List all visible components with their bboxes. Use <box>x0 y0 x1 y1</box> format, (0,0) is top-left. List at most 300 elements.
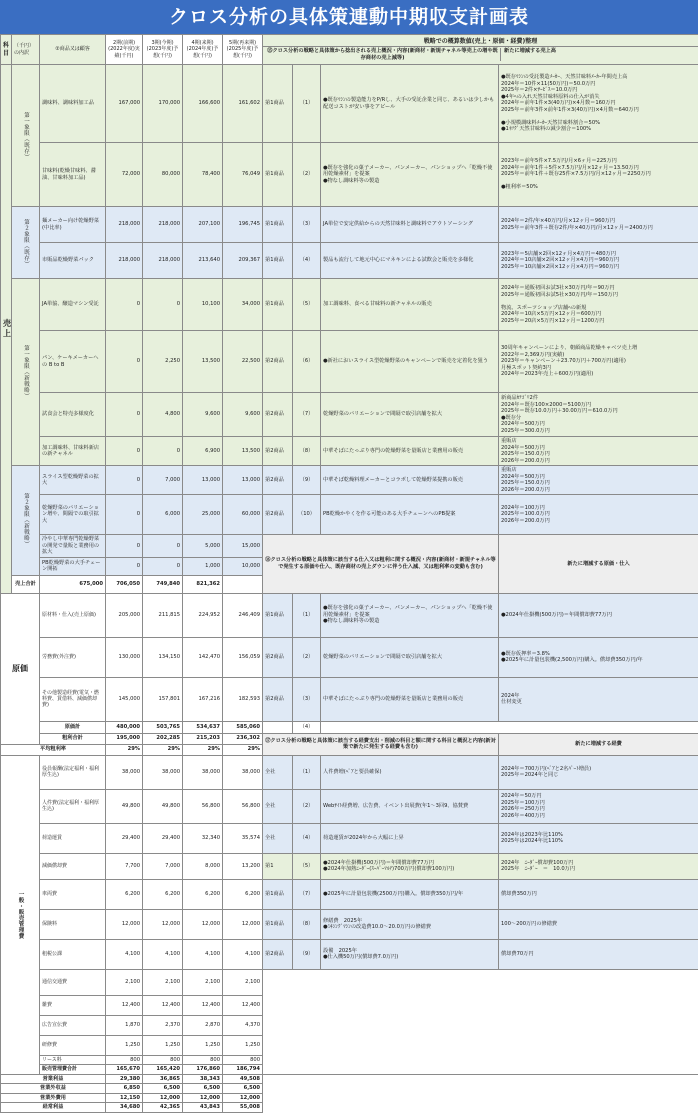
expense-item-name: 車両費 <box>40 879 106 909</box>
cost-total-value: 585,060 <box>223 721 263 733</box>
table-row <box>1 969 698 995</box>
sales-strategy-desc: JA単位で安定供給からの天然甘味料と調味料でアウトソーシング <box>321 207 499 243</box>
cost-product-label: 第1商品 <box>263 593 293 637</box>
sales-value: 0 <box>106 495 143 535</box>
sales-product-label: 第2商品 <box>263 393 293 437</box>
expense-product-label: 第1商品 <box>263 909 293 939</box>
sales-total-value: 749,840 <box>143 575 183 593</box>
sales-strategy-desc: 中華そばにたっぷり専門の乾燥野菜を量販店と業務用の販売 <box>321 437 499 466</box>
table-row <box>1 1074 698 1084</box>
exp-new-header: 新たに増減する経費 <box>499 733 698 755</box>
table-row <box>1 733 698 744</box>
gross-value: 215,203 <box>183 733 223 744</box>
table-row <box>1 65 698 143</box>
sales-product-label: 第2商品 <box>263 331 293 393</box>
sales-value: 166,600 <box>183 65 223 143</box>
sales-value: 7,000 <box>143 466 183 495</box>
sales-item-no: （4） <box>293 243 321 279</box>
expense-value: 2,100 <box>223 969 263 995</box>
table-row <box>1 939 698 969</box>
table-row <box>1 823 698 853</box>
sales-product-label: 第1商品 <box>263 143 293 207</box>
col-y2-header: 3期(今期)(2023年度)予想(千円) <box>143 35 183 65</box>
sales-value: 0 <box>106 466 143 495</box>
sales-value: 10,100 <box>183 279 223 331</box>
table-row <box>1 721 698 733</box>
cost-strategy-desc: ●既存を強化の菓子メーカー、パンメーカー、パンショップへ「乾燥不使用乾燥素材」を提案 ●物なし調味料等の製造 <box>321 593 499 637</box>
sales-product-label: 第1商品 <box>263 207 293 243</box>
sales-value: 218,000 <box>143 243 183 279</box>
expense-item-name: 租税公課 <box>40 939 106 969</box>
table-row <box>1 35 698 65</box>
expense-value: 12,000 <box>223 909 263 939</box>
expense-value: 800 <box>183 1055 223 1065</box>
expense-value: 29,400 <box>106 823 143 853</box>
expense-value: 1,250 <box>143 1035 183 1055</box>
expense-section-label: 一般・販売管理費 <box>1 755 40 1074</box>
expense-item-no: （1） <box>293 755 321 789</box>
cost-item-no: （2） <box>293 637 321 677</box>
sales-item-name: 試食会と特売多様度化 <box>40 393 106 437</box>
expense-value: 35,574 <box>223 823 263 853</box>
cost-value: 246,409 <box>223 593 263 637</box>
expense-strategy-detail: 償却費350万円 <box>499 879 698 909</box>
bottom-label: 経常利益 <box>1 1103 106 1113</box>
sales-value: 6,900 <box>183 437 223 466</box>
sales-strategy-detail: 30周年キャンペーンにより、朝顔商品乾燥キャベツ売上増 2022年＝2,369万円(実績) 2023年＝キャンペーン＋23.70万円＋700万円(適用) 月極スポット契約3円 2024年＝2023年売上＋600万円(適用) <box>499 331 698 393</box>
sales-strategy-desc: ●既存を強化の菓子メーカー、パンメーカー、パンショップへ「乾燥不使用乾燥素材」を提案 ●物なし調味料等の製造 <box>321 143 499 207</box>
expense-value: 4,100 <box>106 939 143 969</box>
sales-value: 6,000 <box>143 495 183 535</box>
expense-value: 2,870 <box>183 1015 223 1035</box>
expense-total-value: 165,420 <box>143 1065 183 1075</box>
sales-value: 0 <box>143 279 183 331</box>
sales-value: 0 <box>143 437 183 466</box>
sales-item-name: PB乾燥野菜の大手チェーン開拓 <box>40 557 106 575</box>
sales-strategy-desc: ●新社においスライス型乾燥野菜のキャンペーンで販売を定着化を狙う <box>321 331 499 393</box>
sales-value: 4,800 <box>143 393 183 437</box>
sales-value: 209,367 <box>223 243 263 279</box>
sales-product-label: 第2商品 <box>263 495 293 535</box>
sales-product-label: 第2商品 <box>263 466 293 495</box>
cost-value: 142,470 <box>183 637 223 677</box>
sales-strategy-detail: 重販店 2024年＝500万円 2025年＝150.0万円 2026年＝200.0万円 <box>499 437 698 466</box>
cost-total-value: 503,765 <box>143 721 183 733</box>
col-item-header: ②商品又は顧客 <box>40 35 106 65</box>
expense-value: 1,870 <box>106 1015 143 1035</box>
sales-item-no: （7） <box>293 393 321 437</box>
sales-strategy-desc: PB乾燥かやくを作る可能のある大手チェーンへのPB提案 <box>321 495 499 535</box>
sales-strategy-detail: 2024年＝100万円 2025年＝100.0万円 2026年＝200.0万円 <box>499 495 698 535</box>
expense-product-label: 第2商品 <box>263 939 293 969</box>
plan-sheet <box>0 34 698 1080</box>
expense-value: 12,000 <box>143 909 183 939</box>
sales-value: 0 <box>106 331 143 393</box>
expense-item-name: 保険料 <box>40 909 106 939</box>
cost-value: 156,059 <box>223 637 263 677</box>
gross-rate: 29% <box>223 744 263 755</box>
expense-value: 38,000 <box>223 755 263 789</box>
expense-value: 4,100 <box>143 939 183 969</box>
col-unit-header: （千円）の内訳 <box>12 35 40 65</box>
expense-item-name: 広告宣伝費 <box>40 1015 106 1035</box>
sales-item-name: スライス型乾燥野菜の拡大 <box>40 466 106 495</box>
expense-strategy-desc: 人件費増(ﾍﾟｱと要員確保) <box>321 755 499 789</box>
cost-strategy-detail: ●2024年仕掛機(500万円)＝年間償却費77万円 <box>499 593 698 637</box>
cost-product-label: 第2商品 <box>263 637 293 677</box>
table-row <box>1 789 698 823</box>
sales-value: 5,000 <box>183 535 223 558</box>
expense-value: 12,400 <box>143 995 183 1015</box>
expense-item-no: （5） <box>293 853 321 879</box>
cost-value: 224,952 <box>183 593 223 637</box>
sales-value: 60,000 <box>223 495 263 535</box>
expense-strategy-detail: 2024年 ﾆｰﾀﾞｰ償却費100万円 2025年 ﾆｰﾀﾞｰ ＝ 10.0万円 <box>499 853 698 879</box>
table-row <box>1 393 698 437</box>
sales-value: 218,000 <box>106 207 143 243</box>
sales-item-no: （10） <box>293 495 321 535</box>
expense-item-no: （4） <box>293 823 321 853</box>
cost-extra-blank <box>321 721 698 733</box>
bottom-label: 営業利益 <box>1 1074 106 1084</box>
bottom-label: 営業外収益 <box>1 1084 106 1094</box>
gross-rate: 29% <box>143 744 183 755</box>
col-subject-header: 科目 <box>1 35 12 65</box>
sales-item-name: 加工調味料、甘味料新店の新チャネル <box>40 437 106 466</box>
bottom-value: 6,500 <box>183 1084 223 1094</box>
cost-extra-blank <box>263 721 293 733</box>
sales-value: 170,000 <box>143 65 183 143</box>
expense-value: 7,000 <box>143 853 183 879</box>
cost-strategy-desc: 中華そばにたっぷり専門の乾燥野菜を量販店と業務用の販売 <box>321 677 499 721</box>
cost-value: 182,593 <box>223 677 263 721</box>
cost-total-value: 534,637 <box>183 721 223 733</box>
expense-value: 2,100 <box>183 969 223 995</box>
gross-rate: 29% <box>106 744 143 755</box>
expense-product-label: 第1商品 <box>263 879 293 909</box>
cost-item-name: 原材料・仕入(売上原価) <box>40 593 106 637</box>
sales-group-label: 第２象限（新戦略） <box>12 466 40 576</box>
sales-total-value: 821,362 <box>183 575 223 593</box>
sales-group-label: 第２象限（既存） <box>12 207 40 279</box>
sales-new-header: 新たに増減する売上高 <box>501 48 696 61</box>
cost-extra-no: （4） <box>293 721 321 733</box>
expense-value: 6,200 <box>106 879 143 909</box>
table-row <box>1 1093 698 1103</box>
table-row <box>1 677 698 721</box>
expense-strategy-detail: 2024年は2023年比110% 2025年は2024年比110% <box>499 823 698 853</box>
sales-item-no: （6） <box>293 331 321 393</box>
sales-group-label: 第一象限（新戦略） <box>12 279 40 466</box>
col-y3-header: 4期(来期)(2024年度)予想(千円) <box>183 35 223 65</box>
table-row <box>1 1103 698 1113</box>
cost-strategy-detail: ●既存仮押率＝3.8% ●2025年に計量包装機(2,500万円)購入。償却費350万円/年 <box>499 637 698 677</box>
cost-desc-header: ⑯クロス分析の戦略と具体策に該当する仕入又は粗利に関する概況・内容(新商材・新規チャネル等で発生する原価や仕入、既存商材の売上ダウンに伴う仕入減、又は粗利率の変動も含む) <box>263 535 499 594</box>
expense-strategy-desc: 設備 2025年 ●仕入機50万円(償却費7.0万円) <box>321 939 499 969</box>
expense-value: 1,250 <box>183 1035 223 1055</box>
cost-value: 211,815 <box>143 593 183 637</box>
expense-value: 4,100 <box>223 939 263 969</box>
sales-value: 0 <box>106 557 143 575</box>
bottom-value: 43,843 <box>183 1103 223 1113</box>
expense-value: 12,000 <box>183 909 223 939</box>
sales-value: 1,000 <box>183 557 223 575</box>
expense-value: 13,200 <box>223 853 263 879</box>
sales-desc-header: ⑮クロス分析の戦略と具体策から捻出される売上概況・内容(新商材・新規チャネル等売上の増や既存商材の売上減等) <box>265 48 501 61</box>
expense-value: 38,000 <box>143 755 183 789</box>
expense-value: 29,400 <box>143 823 183 853</box>
bottom-value: 12,000 <box>183 1093 223 1103</box>
expense-value: 12,000 <box>106 909 143 939</box>
sales-value: 34,000 <box>223 279 263 331</box>
cost-item-no: （3） <box>293 677 321 721</box>
sales-item-no: （1） <box>293 65 321 143</box>
table-row <box>1 879 698 909</box>
table-row <box>1 331 698 393</box>
expense-value: 12,400 <box>106 995 143 1015</box>
sales-strategy-desc: 乾燥野菜のバリエーションで間隔で取引店舗を拡大 <box>321 393 499 437</box>
sales-item-no: （5） <box>293 279 321 331</box>
sales-value: 10,000 <box>223 557 263 575</box>
sales-value: 15,000 <box>223 535 263 558</box>
sales-item-name: 冷やし中華専門乾燥野菜の開発で量販と業務用の拡大 <box>40 535 106 558</box>
table-row <box>1 1084 698 1094</box>
expense-total-value: 186,794 <box>223 1065 263 1075</box>
sales-value: 2,250 <box>143 331 183 393</box>
expense-value: 2,100 <box>106 969 143 995</box>
sales-strategy-desc: ●既存ﾏｼﾝの製造能力をP/Rし、大手の受託企業と同じ、あるいは少しかも配送コストが安い事をアピール <box>321 65 499 143</box>
expense-strategy-desc: 荷造運賃が2024年から大幅に上昇 <box>321 823 499 853</box>
expense-value: 4,370 <box>223 1015 263 1035</box>
sales-strategy-detail: 2024年＝2件/年×40万円/月×12ヶ月＝960万円 2025年＝前年3件＋既存2件/年×40万円/月×12ヶ月＝2400万円 <box>499 207 698 243</box>
expense-value: 49,800 <box>143 789 183 823</box>
cost-value: 145,000 <box>106 677 143 721</box>
table-row <box>1 466 698 495</box>
cost-strategy-detail: 2024年 仕材変更 <box>499 677 698 721</box>
sales-value: 78,400 <box>183 143 223 207</box>
gross-label: 粗利合計 <box>40 733 106 744</box>
bottom-value: 55,008 <box>223 1103 263 1113</box>
sales-section-label: 売上 <box>1 65 12 594</box>
expense-value: 38,000 <box>106 755 143 789</box>
sales-value: 0 <box>106 393 143 437</box>
table-row <box>1 243 698 279</box>
cost-value: 157,801 <box>143 677 183 721</box>
sales-item-name: 麺メーカー向け乾燥野菜(中比率) <box>40 207 106 243</box>
sales-value: 13,500 <box>183 331 223 393</box>
expense-total-label: 販売管理費合計 <box>40 1065 106 1075</box>
expense-value: 56,800 <box>223 789 263 823</box>
sales-value: 9,600 <box>223 393 263 437</box>
sales-item-no: （2） <box>293 143 321 207</box>
expense-item-no: （2） <box>293 789 321 823</box>
exp-desc-header: ⑰クロス分析の戦略と具体策に該当する経費支出・削減の科目と額に関する科目と概況と内容(新対策で新たに発生する経費も含む) <box>263 733 499 755</box>
expense-item-no: （8） <box>293 909 321 939</box>
bottom-value: 12,150 <box>106 1093 143 1103</box>
sales-value: 9,600 <box>183 393 223 437</box>
table-row <box>1 437 698 466</box>
sales-value: 13,000 <box>223 466 263 495</box>
table-row <box>1 143 698 207</box>
bottom-value: 36,865 <box>143 1074 183 1084</box>
cost-value: 130,000 <box>106 637 143 677</box>
expense-value: 6,200 <box>223 879 263 909</box>
blank-area <box>263 969 698 1074</box>
expense-value: 800 <box>223 1055 263 1065</box>
sales-item-name: 乾燥野菜のバリエーション増や、間隔での取引拡大 <box>40 495 106 535</box>
table-row <box>1 637 698 677</box>
expense-total-value: 176,860 <box>183 1065 223 1075</box>
col-y1-header: 2期(前期)(2022年度)実績(千円) <box>106 35 143 65</box>
sales-value: 218,000 <box>143 207 183 243</box>
sales-product-label: 第1商品 <box>263 65 293 143</box>
sales-item-name: 市販品乾燥野菜パック <box>40 243 106 279</box>
sales-strategy-detail: 重販店 2024年＝500万円 2025年＝150.0万円 2026年＝200.0万円 <box>499 466 698 495</box>
gross-value: 195,000 <box>106 733 143 744</box>
table-row <box>1 279 698 331</box>
col-y4-header: 5期(再来期)(2025年度)予想(千円) <box>223 35 263 65</box>
sales-product-label: 第1商品 <box>263 279 293 331</box>
sales-value: 72,000 <box>106 143 143 207</box>
sales-total-value: 706,050 <box>106 575 143 593</box>
sales-product-label: 第2商品 <box>263 437 293 466</box>
sales-item-name: 調味料、調味料加工品 <box>40 65 106 143</box>
cost-value: 134,150 <box>143 637 183 677</box>
expense-strategy-desc: Webｻｲﾄ経費増、広告費、イベント出展費(年1～3回9、協賛費 <box>321 789 499 823</box>
sales-value: 0 <box>106 279 143 331</box>
cost-item-name: その他製造経費(電気・燃料費、賃借料、減価償却費) <box>40 677 106 721</box>
cost-strategy-desc: 乾燥野菜のバリエーションで間隔で取引店舗を拡大 <box>321 637 499 677</box>
expense-product-label: 全社 <box>263 789 293 823</box>
sales-item-name: JA単協、醸造マシン受託 <box>40 279 106 331</box>
expense-strategy-desc: 修繕費 2025年 ●ﾐｷｼﾝｸﾞﾏｼﾝの改造費10.0～20.0万円の修繕費 <box>321 909 499 939</box>
cost-total-label: 原価計 <box>40 721 106 733</box>
sales-value: 167,000 <box>106 65 143 143</box>
expense-total-value: 165,670 <box>106 1065 143 1075</box>
sales-value: 76,049 <box>223 143 263 207</box>
sales-strategy-detail: 2023年＝5店舗×2回×12ヶ月×4万円＝480万円 2024年＝10店舗×2回×12ヶ月×4万円＝960万円 2025年＝10店舗×2回×12ヶ月×4万円＝960万円 <box>499 243 698 279</box>
page-title: クロス分析の具体策連動中期収支計画表 <box>0 0 698 34</box>
expense-value: 800 <box>106 1055 143 1065</box>
bottom-value: 29,380 <box>106 1074 143 1084</box>
expense-item-name: 研修費 <box>40 1035 106 1055</box>
expense-value: 12,400 <box>223 995 263 1015</box>
sales-strategy-desc: 中華そば乾燥料理メーカーとコラボして乾燥野菜提携の販売 <box>321 466 499 495</box>
expense-product-label: 第1 <box>263 853 293 879</box>
expense-product-label: 全社 <box>263 755 293 789</box>
bottom-value: 34,680 <box>106 1103 143 1113</box>
expense-strategy-detail: 償却費70万円 <box>499 939 698 969</box>
sales-value: 80,000 <box>143 143 183 207</box>
sales-value: 13,500 <box>223 437 263 466</box>
sales-value: 196,745 <box>223 207 263 243</box>
expense-item-name: 雑費 <box>40 995 106 1015</box>
expense-item-name: 役員報酬(法定福利・福利厚生込) <box>40 755 106 789</box>
expense-strategy-detail: 100～200万円の修繕費 <box>499 909 698 939</box>
strategy-title: 戦略での概算数値(売上・原価・経費)整理 <box>263 37 698 48</box>
bottom-value: 49,508 <box>223 1074 263 1084</box>
strategy-header <box>263 35 698 65</box>
sales-item-name: 甘味料(乾燥甘味料、醤油、甘味料加工品) <box>40 143 106 207</box>
bottom-value: 38,343 <box>183 1074 223 1084</box>
gross-value: 236,302 <box>223 733 263 744</box>
expense-strategy-desc: ●2025年に計量包装機(2500万円)購入。償却費350万円/年 <box>321 879 499 909</box>
cost-value: 167,216 <box>183 677 223 721</box>
sales-item-no: （3） <box>293 207 321 243</box>
expense-item-name: 通信交通費 <box>40 969 106 995</box>
expense-strategy-detail: 2024年＝700万円(ﾍﾟｱと2名ﾊﾟｰﾄ増員) 2025年＝2024年と同じ <box>499 755 698 789</box>
expense-value: 1,250 <box>106 1035 143 1055</box>
sales-value: 0 <box>106 437 143 466</box>
expense-item-name: 減価償却費 <box>40 853 106 879</box>
sales-value: 218,000 <box>106 243 143 279</box>
sales-strategy-desc: 製品も流行して地元中心にマネキンによる試飲会と販売を多様化 <box>321 243 499 279</box>
cost-item-name: 労務費(外注費) <box>40 637 106 677</box>
sales-strategy-desc: 加工調味料、食べる甘味料の新チャネルの販売 <box>321 279 499 331</box>
sales-value: 25,000 <box>183 495 223 535</box>
expense-value: 6,200 <box>143 879 183 909</box>
bottom-label: 営業外費用 <box>1 1093 106 1103</box>
cost-section-label: 原価 <box>1 593 40 744</box>
expense-value: 38,000 <box>183 755 223 789</box>
table-row <box>1 853 698 879</box>
table-row <box>1 909 698 939</box>
table-row <box>1 495 698 535</box>
sales-strategy-detail: 新商品ｶﾃｺﾞﾘ2件 2024年＝既存100×2000＝5100万円 2025年＝既存10.0万円＋30.00万円＝610.0万円 ●既存分 2024年＝500万円 2025年＝300.0万円 <box>499 393 698 437</box>
expense-item-name: 人件費(法定福利・福利厚生込) <box>40 789 106 823</box>
gross-rate-label: 平均粗利率 <box>1 744 106 755</box>
sales-item-no: （8） <box>293 437 321 466</box>
bottom-value: 42,365 <box>143 1103 183 1113</box>
gross-rate: 29% <box>183 744 223 755</box>
sales-strategy-detail: 2023年＝前年5件×7.5万円/月×6ヶ月＝225万円 2024年＝前年1件＋5件×7.5万円/月×12ヶ月＝13.50万円 2025年＝前年1件＋既存25件×7.5万円/月×12ヶ月＝2250万円 ●粗利率＝50% <box>499 143 698 207</box>
sales-value: 207,100 <box>183 207 223 243</box>
bottom-value: 12,000 <box>143 1093 183 1103</box>
expense-item-no: （7） <box>293 879 321 909</box>
expense-item-name: リース料 <box>40 1055 106 1065</box>
expense-value: 32,340 <box>183 823 223 853</box>
table-row <box>1 207 698 243</box>
table-row <box>1 535 698 558</box>
plan-table <box>0 34 698 1113</box>
expense-value: 2,370 <box>143 1015 183 1035</box>
sales-value: 13,000 <box>183 466 223 495</box>
cost-item-no: （1） <box>293 593 321 637</box>
expense-value: 800 <box>143 1055 183 1065</box>
bottom-value: 6,500 <box>143 1084 183 1094</box>
sales-item-no: （9） <box>293 466 321 495</box>
sales-total-value: 675,000 <box>40 575 106 593</box>
expense-value: 49,800 <box>106 789 143 823</box>
expense-value: 7,700 <box>106 853 143 879</box>
expense-value: 8,000 <box>183 853 223 879</box>
cost-new-header: 新たに増減する原価・仕入 <box>499 535 698 594</box>
sales-product-label: 第1商品 <box>263 243 293 279</box>
expense-value: 2,100 <box>143 969 183 995</box>
sales-value: 161,602 <box>223 65 263 143</box>
expense-value: 6,200 <box>183 879 223 909</box>
expense-value: 4,100 <box>183 939 223 969</box>
expense-value: 12,400 <box>183 995 223 1015</box>
bottom-value: 12,000 <box>223 1093 263 1103</box>
expense-product-label: 全社 <box>263 823 293 853</box>
sales-strategy-detail: 2024年＝通販初回お試3社×30万円/年＝90万円 2025年＝通販初回お試5社×30万円/年＝150万円 物流、スポーツショップ店舗ﾍの新規 2024年＝10店×5万円×12ヶ月＝600万円 2025年＝20店×5万円×12ヶ月＝1200万円 <box>499 279 698 331</box>
expense-value: 1,250 <box>223 1035 263 1055</box>
cost-product-label: 第2商品 <box>263 677 293 721</box>
sales-value: 213,640 <box>183 243 223 279</box>
expense-item-name: 荷造運賃 <box>40 823 106 853</box>
sales-value: 0 <box>143 535 183 558</box>
